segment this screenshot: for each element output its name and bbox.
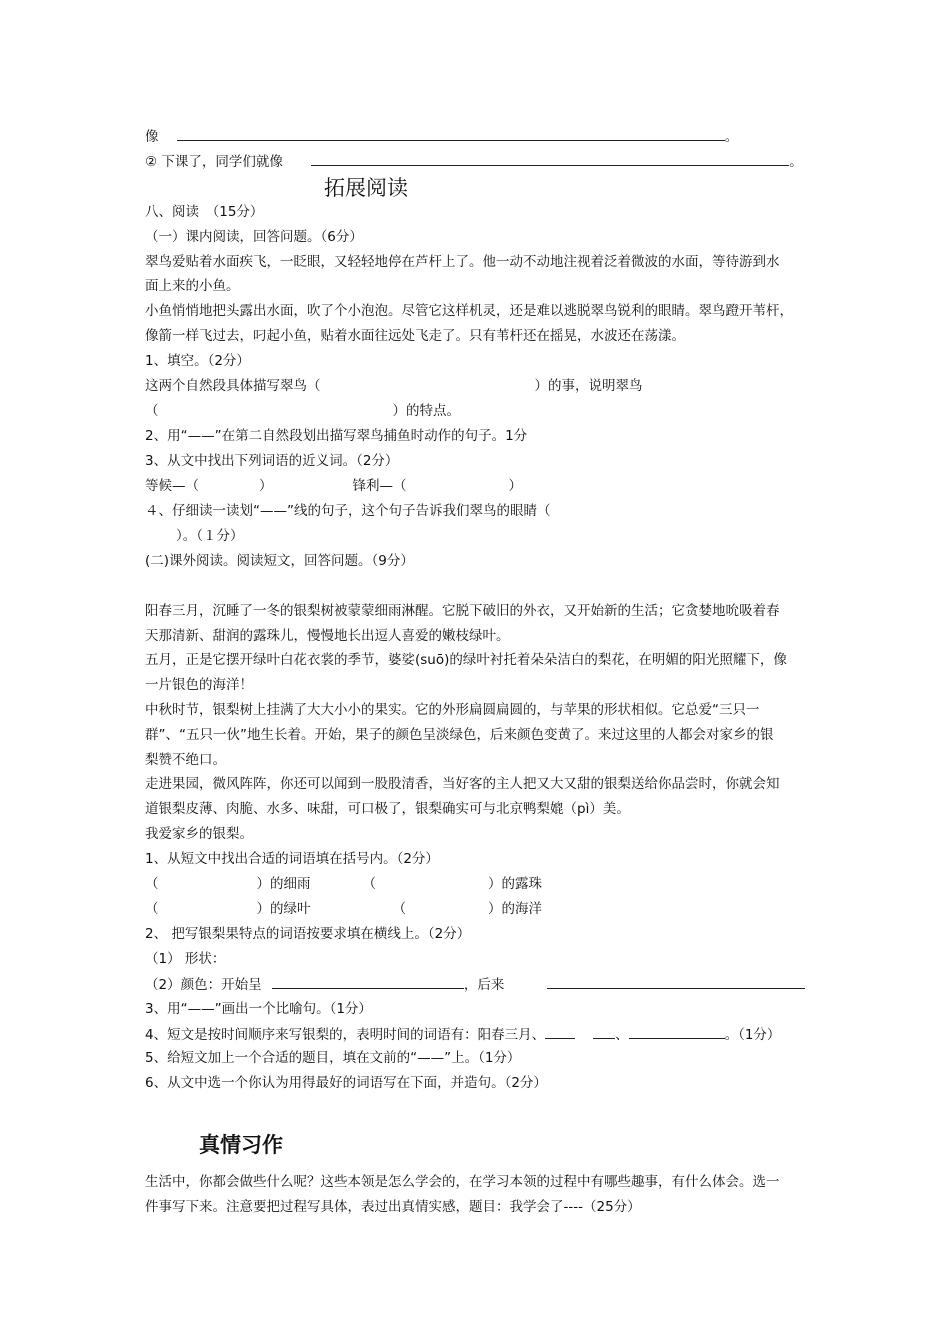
reading-heading: 八、阅读 （15分） — [145, 204, 264, 220]
passage2-line: 天那清新、甜润的露珠儿，慢慢地长出逗人喜爱的嫩枝绿叶。 — [145, 628, 510, 644]
question-text: （2）颜色：开始呈 — [145, 977, 262, 993]
question-text: ）的事，说明翠鸟 — [534, 378, 643, 394]
question-text: ） — [508, 478, 522, 494]
passage2-line: 阳春三月，沉睡了一冬的银梨树被蒙蒙细雨淋醒。它脱下破旧的外衣，又开始新的生活；它贪婪地吮吸着春 — [145, 603, 780, 619]
question-1: 1、填空。（2分） — [145, 353, 250, 369]
question-text: ）的细雨 — [256, 876, 311, 892]
question-1-fill-a — [145, 377, 643, 395]
question-text: 4、短文是按时间顺序来写银梨的，表明时间的词语有：阳春三月、 — [145, 1027, 546, 1043]
fill-line-1-start: 像 — [145, 129, 159, 145]
question-text: ）的露珠 — [488, 876, 542, 892]
question-text: （ — [145, 403, 159, 419]
question-4-line-b: ）。（１分） — [176, 528, 244, 544]
question-4-line-a: ４、仔细读一读划“——”线的句子，这个句子告诉我们翠鸟的眼睛（ — [145, 503, 551, 519]
fill-line-2-start: ② 下课了，同学们就像 — [145, 154, 283, 170]
passage2-line: 群”、“五只一伙”地生长着。开始，果子的颜色呈淡绿色，后来颜色变黄了。来过这里的人都会对家乡的银 — [145, 727, 774, 743]
question2-2-color — [145, 975, 805, 994]
question-text: ）的特点。 — [392, 403, 460, 419]
passage1-line: 面上来的小鱼。 — [145, 278, 240, 294]
question-text: 、 — [615, 1027, 629, 1043]
question-3: 3、从文中找出下列词语的近义词。（2分） — [145, 453, 399, 469]
question-text: 这两个自然段具体描写翠鸟（ — [145, 378, 321, 394]
part2-heading: (二)课外阅读。阅读短文，回答问题。（9分） — [145, 553, 414, 569]
question-text: 锋利—（ — [352, 478, 407, 494]
fill-line-2 — [145, 152, 803, 171]
question2-1-row-2 — [145, 900, 542, 918]
question-text: ） — [259, 478, 273, 494]
question-2: 2、用“——”在第二自然段划出描写翠鸟捕鱼时动作的句子。1分 — [145, 428, 528, 444]
fill-line-2-end: 。 — [789, 154, 803, 170]
question2-2-shape: （1） 形状： — [145, 951, 226, 967]
part1-heading: （一）课内阅读，回答问题。（6分） — [145, 229, 363, 245]
composition-line: 件事写下来。注意要把过程写具体，表过出真情实感，题目：我学会了----（25分） — [145, 1199, 641, 1215]
question2-2: 2、 把写银梨果特点的词语按要求填在横线上。（2分） — [145, 926, 471, 942]
passage1-line: 翠鸟爱贴着水面疾飞，一眨眼，又轻轻地停在芦杆上了。他一动不动地注视着泛着微波的水面，等待游到水 — [145, 254, 780, 270]
blank-line[interactable] — [593, 1025, 615, 1039]
question-text: （ — [392, 901, 406, 917]
passage2-line: 五月，正是它摆开绿叶白花衣裳的季节，婆娑(suō)的绿叶衬托着朵朵洁白的梨花，在明媚的阳光照耀下，像 — [145, 652, 787, 668]
question-text: （ — [145, 901, 159, 917]
blank-line[interactable] — [311, 152, 789, 166]
section-title-extended-reading: 拓展阅读 — [324, 176, 408, 200]
question2-3: 3、用“——”画出一个比喻句。（1分） — [145, 1001, 372, 1017]
question-text: ，后来 — [463, 977, 505, 993]
question-text: 等候—（ — [145, 478, 199, 494]
fill-line-1 — [145, 127, 738, 146]
question-text: （ — [145, 876, 159, 892]
passage2-line: 梨赞不绝口。 — [145, 752, 226, 768]
blank-line[interactable] — [545, 1025, 575, 1039]
blank-line[interactable] — [177, 127, 725, 141]
passage2-line: 我爱家乡的银梨。 — [145, 826, 253, 842]
question2-4 — [145, 1025, 780, 1044]
question-3-fill — [145, 477, 522, 495]
section-title-composition: 真情习作 — [199, 1133, 283, 1157]
question-text: （ — [362, 876, 376, 892]
question-text: ）的海洋 — [488, 901, 542, 917]
question2-1-row-1 — [145, 875, 542, 893]
blank-line[interactable] — [629, 1025, 725, 1039]
question-1-fill-b — [145, 402, 460, 420]
passage2-line: 道银梨皮薄、肉脆、水多、味甜，可口极了，银梨确实可与北京鸭梨媲（pì）美。 — [145, 801, 630, 817]
passage2-line: 中秋时节，银梨树上挂满了大大小小的果实。它的外形扁圆扁圆的，与苹果的形状相似。它总爱“三只一 — [145, 702, 760, 718]
question2-5: 5、给短文加上一个合适的题目，填在文前的“——”上。（1分） — [145, 1050, 521, 1066]
question2-1: 1、从短文中找出合适的词语填在括号内。（2分） — [145, 851, 439, 867]
question-text: ）的绿叶 — [256, 901, 311, 917]
question2-6: 6、从文中选一个你认为用得最好的词语写在下面，并造句。（2分） — [145, 1075, 547, 1091]
composition-line: 生活中，你都会做些什么呢？这些本领是怎么学会的，在学习本领的过程中有哪些趣事，有什么体会。选一 — [145, 1174, 780, 1190]
fill-line-1-end: 。 — [724, 129, 739, 145]
blank-line[interactable] — [272, 975, 464, 989]
blank-line[interactable] — [547, 975, 805, 989]
question-text: 。（1分） — [724, 1027, 781, 1043]
passage2-line: 走进果园，微风阵阵，你还可以闻到一股股清香，当好客的主人把又大又甜的银梨送给你品尝时，你就会知 — [145, 776, 780, 792]
passage1-line: 像箭一样飞过去，叼起小鱼，贴着水面往远处飞走了。只有苇杆还在摇晃，水波还在荡漾。 — [145, 328, 685, 344]
passage1-line: 小鱼悄悄地把头露出水面，吹了个小泡泡。尽管它这样机灵，还是难以逃脱翠鸟锐利的眼睛。翠鸟蹬开苇杆， — [145, 303, 793, 319]
passage2-line: 一片银色的海洋！ — [145, 677, 253, 693]
